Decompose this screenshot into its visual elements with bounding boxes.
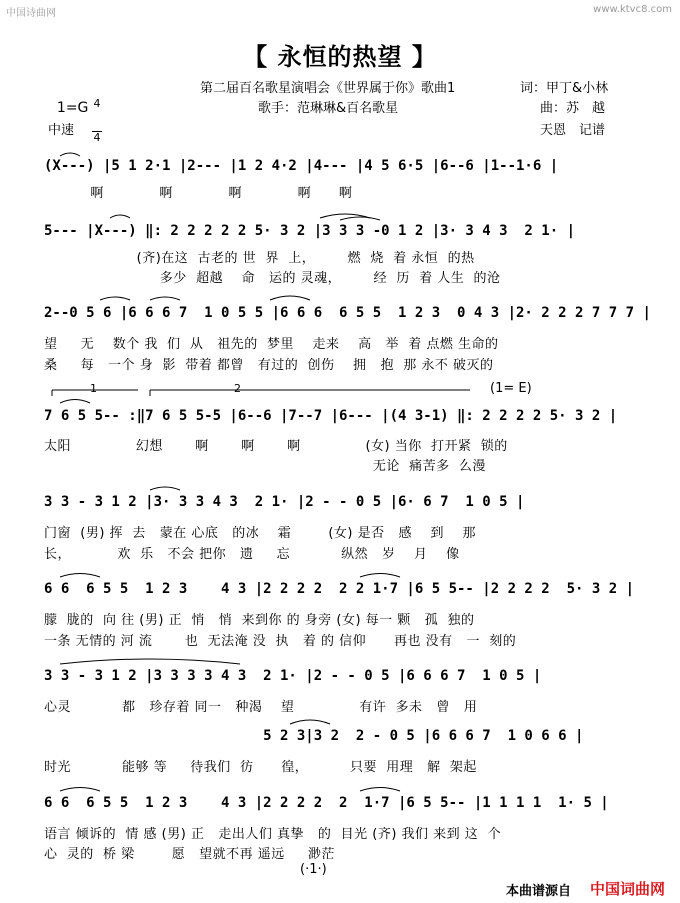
lyric-line-2a: (齐)在这 古老的 世 界 上， 燃 烧 着 永恒 的热 [44,251,475,266]
site-watermark-left: 中国诗曲网 [6,8,56,19]
lyricist-info: 词：甲丁&小林 [520,81,609,96]
lyric-line-4b: 无论 痛苦多 么漫 [44,459,486,474]
site-watermark-right: www.ktvc8.com [593,4,672,15]
lyric-line-4a: 太阳 幻想 啊 啊 啊 (女) 当你 打开紧 锁的 [44,439,508,454]
footer-site-link[interactable]: 中国词曲网 [590,880,666,898]
slur [60,659,240,664]
slur [60,574,100,578]
slur [100,297,130,300]
key-label: 1=G [56,100,89,116]
lyric-line-5a: 门窗 (男) 挥 去 蒙在 心底 的冰 霜 (女) 是否 感 到 那 [44,526,477,541]
concert-info: 第二届百名歌星演唱会《世界属于你》歌曲1 [200,81,456,96]
volta-1: 1 [90,382,97,395]
singer-info: 歌手：范琳琳&百名歌星 [258,101,399,116]
score-line-2: 5--- |X---) ‖: 2 2 2 2 2 5· 3 2 |3 3 3 -0 1 2 |3· 3 4 3 2 1· | [44,223,576,239]
score-line-1: (X---) |5 1 2·1 |2--- |1 2 4·2 |4--- |4 5 6·5 |6--6 |1--1·6 | [44,158,559,174]
score-line-8: 5 2 3|3 2 2 - 0 5 |6 6 6 7 1 0 6 6 | [44,728,584,744]
lyric-line-2b: 多少 超越 命 运的 灵魂， 经 历 着 人生 的沧 [44,271,501,286]
lyric-line-6b: 一条 无情的 河 流 也 无法淹 没 执 着 的 信仰 再也 没有 一 刻的 [44,634,517,649]
score-line-9: 6 6 6 5 5 1 2 3 4 3 |2 2 2 2 2 1·7 |6 5 5-- |1 1 1 1 1· 5 | [44,795,609,811]
lyric-line-8: 时光 能够 等 待我们 彷 徨， 只要 用理 解 架起 [44,760,477,775]
time-bottom: 4 [93,131,101,144]
slur [360,574,400,578]
lyric-line-7: 心灵 都 珍存着 同一 种渴 望 有许 多未 曾 用 [44,700,478,715]
slur [150,487,180,490]
slur [110,215,130,218]
lyric-line-9a: 语言 倾诉的 情 感 (男) 正 走出人们 真挚 的 目光 (齐) 我们 来到 这 个 [44,827,502,842]
score-line-7: 3 3 - 3 1 2 |3 3 3 3 4 3 2 1· |2 - - 0 5 |6 6 6 7 1 0 5 | [44,668,542,684]
slur [60,788,100,792]
song-title: 【 永恒的热望 】 [243,43,437,71]
slur [150,297,180,300]
lyric-line-6a: 朦 胧的 向 往 (男) 正 悄 悄 来到你 的 身旁 (女) 每一 颗 孤 独的 [44,613,475,628]
lyric-line-1: 啊 啊 啊 啊 啊 [44,186,353,201]
lyric-line-3a: 望 无 数个 我 们 从 祖先的 梦里 走来 高 举 着 点燃 生命的 [44,337,499,352]
slur [340,217,380,220]
lyric-line-3b: 桑 每 一个 身 影 带着 都曾 有过的 创伤 拥 抱 那 永不 破灭的 [44,358,494,373]
score-line-3: 2--0 5 6 |6 6 6 7 1 0 5 5 |6 6 6 6 5 5 1 2 3 0 4 3 |2· 2 2 2 7 7 7 | [44,305,651,321]
lyric-line-9b: 心 灵的 桥 梁 愿 望就不再 遥远 渺茫 [44,847,335,862]
score-line-5: 3 3 - 3 1 2 |3· 3 3 4 3 2 1· |2 - - 0 5 |6· 6 7 1 0 5 | [44,494,525,510]
slur [290,720,330,724]
slur [60,400,90,404]
slur [270,296,310,300]
score-line-6: 6 6 6 5 5 1 2 3 4 3 |2 2 2 2 2 2 1·7 |6 5 5-- |2 2 2 2 5· 3 2 | [44,581,635,597]
slur [60,153,80,156]
lyric-line-5b: 长， 欢 乐 不会 把你 遗 忘 纵然 岁 月 像 [44,547,460,562]
score-line-4: 7 6 5 5-- :‖7 6 5 5-5 |6--6 |7--7 |6--- |(4 3-1) ‖: 2 2 2 2 5· 3 2 | [44,408,618,424]
composer-info: 曲：苏 越 [540,101,606,116]
volta-2: 2 [234,382,241,395]
transcriber-info: 天恩 记谱 [540,123,606,138]
time-top: 4 [93,97,101,110]
tempo: 中速 [48,123,75,138]
page-number: (·1·) [300,862,327,877]
footer-source: 本曲谱源自 [506,884,572,899]
key-change: (1= E) [490,381,532,396]
slur [360,788,400,792]
